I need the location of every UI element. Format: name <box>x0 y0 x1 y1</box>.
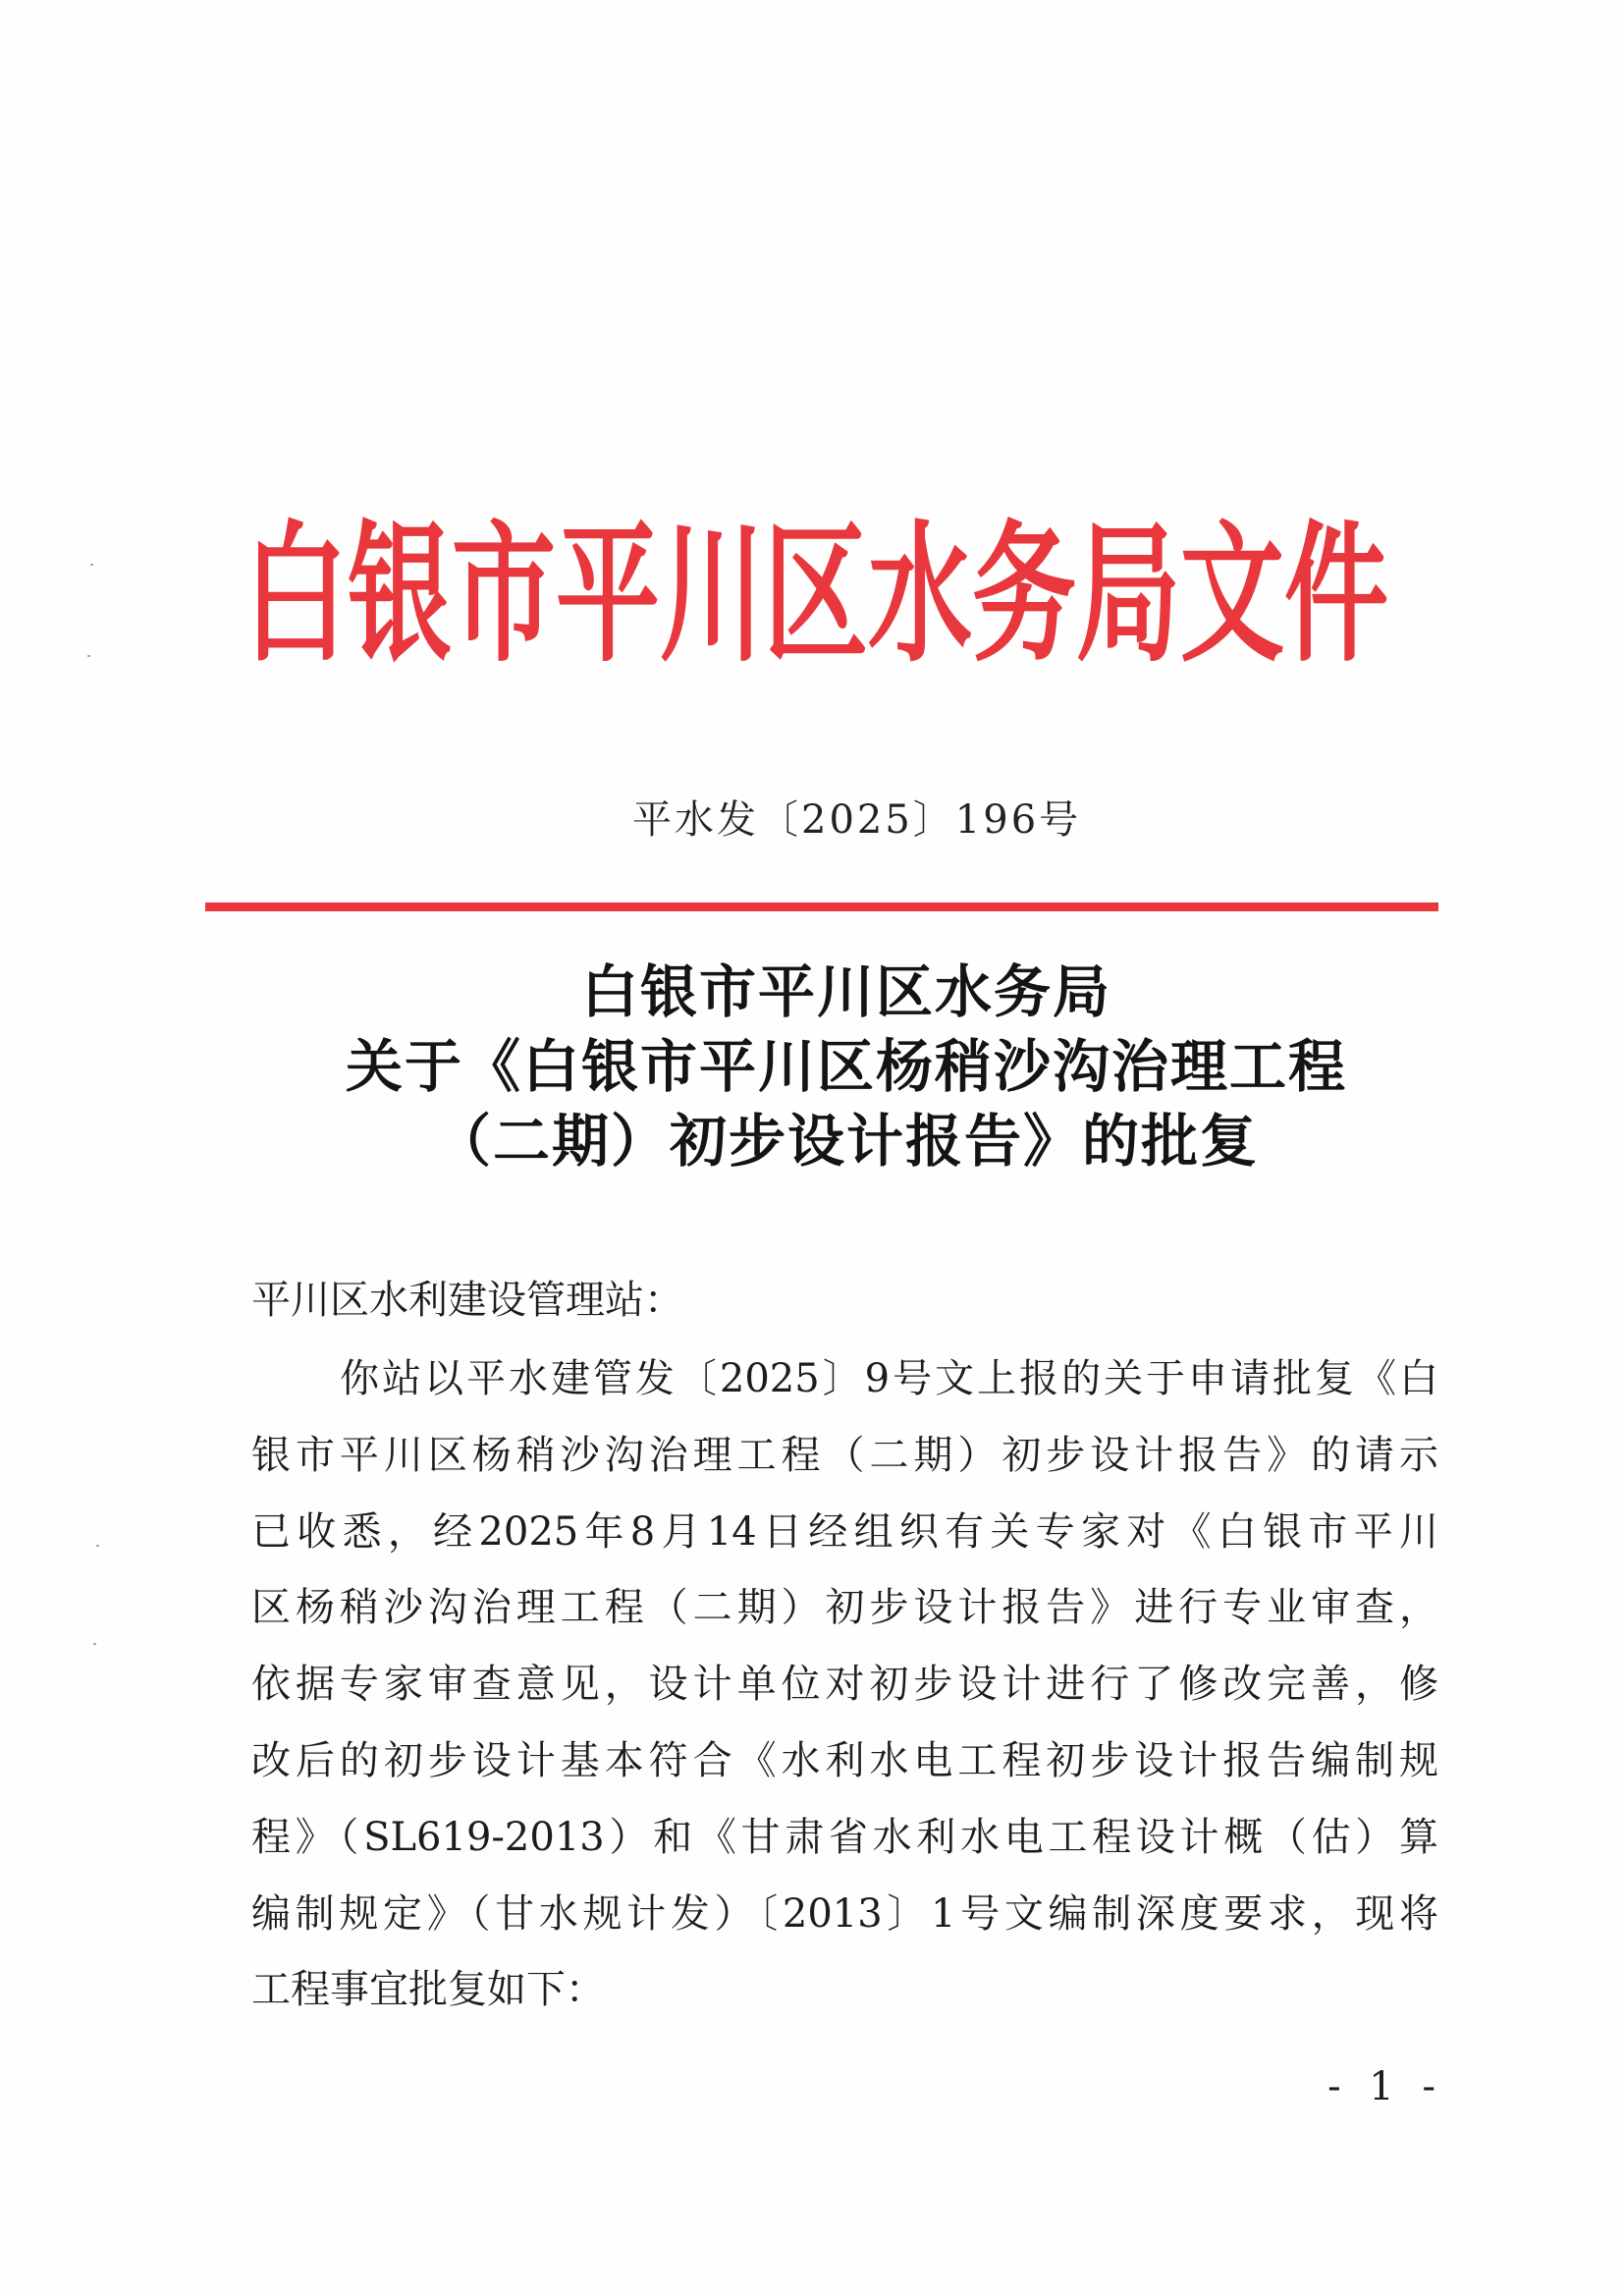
body-paragraph <box>251 1341 1438 2029</box>
body-line: 你站以平水建管发〔2025〕9号文上报的关于申请批复《白 <box>340 1356 1438 1401</box>
title-line: 关于《白银市平川区杨稍沙沟治理工程 <box>345 1033 1347 1100</box>
page-number: - 1 - <box>1327 2064 1443 2109</box>
body-line: 区杨稍沙沟治理工程（二期）初步设计报告》进行专业审查， <box>251 1585 1438 1631</box>
body-line: 改后的初步设计基本符合《水利水电工程初步设计报告编制规 <box>251 1737 1438 1783</box>
red-separator-line <box>205 902 1438 911</box>
document-title <box>196 955 1496 1178</box>
body-line: 程》（SL619-2013）和《甘肃省水利水电工程设计概（估）算 <box>251 1814 1438 1860</box>
body-line: 依据专家审查意见，设计单位对初步设计进行了修改完善，修 <box>251 1662 1438 1708</box>
scan-speck <box>93 1643 96 1645</box>
title-line: （二期）初步设计报告》的批复 <box>433 1108 1259 1175</box>
body-line: 工程事宜批复如下： <box>251 1967 605 2013</box>
recipient-salutation: 平川区水利建设管理站： <box>251 1278 683 1323</box>
body-line: 编制规定》（甘水规计发）〔2013〕1号文编制深度要求，现将 <box>251 1890 1438 1937</box>
body-line: 银市平川区杨稍沙沟治理工程（二期）初步设计报告》的请示 <box>251 1432 1438 1478</box>
body-line: 已收悉，经2025年8月14日经组织有关专家对《白银市平川 <box>251 1508 1438 1555</box>
document-number: 平水发〔2025〕196号 <box>632 797 1082 843</box>
issuer-header-title: 白银市平川区水务局文件 <box>244 504 1388 683</box>
title-line: 白银市平川区水务局 <box>580 958 1111 1025</box>
scan-speck <box>96 1545 99 1547</box>
